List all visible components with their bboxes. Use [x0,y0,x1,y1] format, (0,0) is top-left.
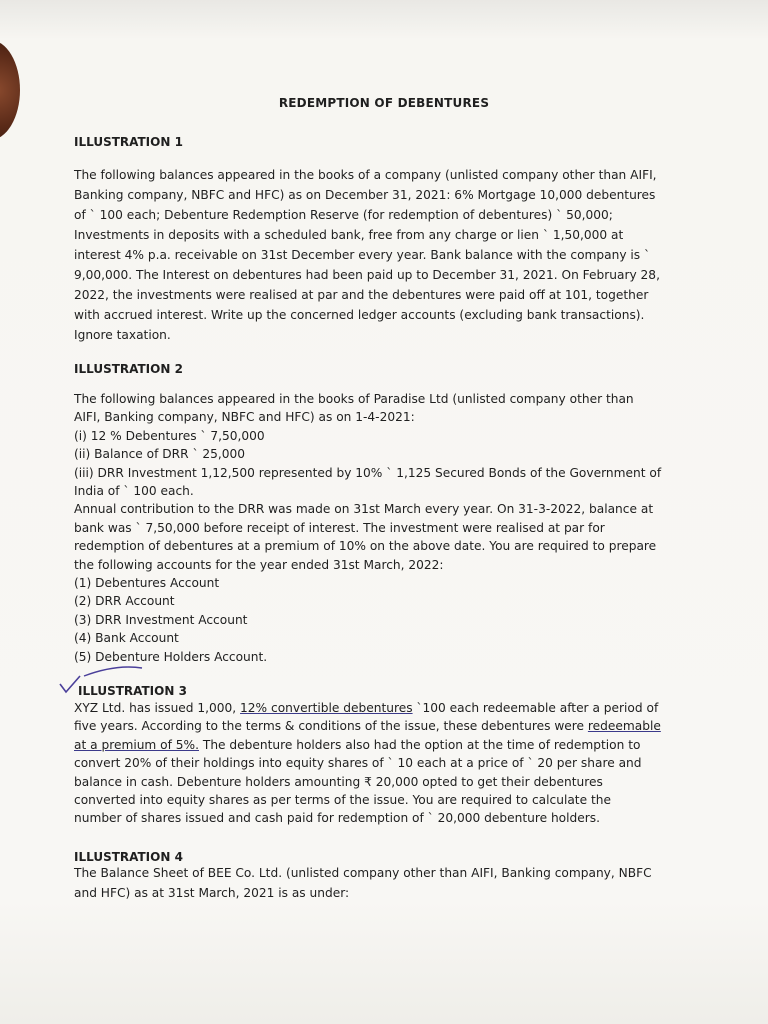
text-line: (ii) Balance of DRR ` 25,000 [74,447,246,462]
text-line: bank was ` 7,50,000 before receipt of interest. The investment were realised at par for [74,520,605,535]
text-line: (1) Debentures Account [74,576,220,591]
text-line: (3) DRR Investment Account [74,612,248,627]
text-line: balance in cash. Debenture holders amounting ₹ 20,000 opted to get their debentures [74,774,603,789]
text-line: The following balances appeared in the books of Paradise Ltd (unlisted company other than [74,392,634,406]
text-line: the following accounts for the year ended 31st March, 2022: [74,557,444,572]
text-line: India of ` 100 each. [74,484,194,499]
text-line: Investments in deposits with a scheduled bank, free from any charge or lien ` 1,50,000 at [74,228,624,242]
page-title: REDEMPTION OF DEBENTURES [278,96,490,110]
text-line: of ` 100 each; Debenture Redemption Reserve (for redemption of debentures) ` 50,000; [74,208,613,222]
text-line: 2022, the investments were realised at par and the debentures were paid off at 101, together [74,288,649,302]
text-line: Ignore taxation. [74,328,171,342]
text-segment: `100 each redeemable after a period of [412,701,659,715]
text-line: convert 20% of their holdings into equity shares of ` 10 each at a price of ` 20 per share and [74,756,642,771]
text-line [74,699,694,717]
text-segment: XYZ Ltd. has issued 1,000, [74,701,241,715]
text-line: The Balance Sheet of BEE Co. Ltd. (unlisted company other than AIFI, Banking company, NBFC [74,866,652,880]
illustration-4-heading: ILLUSTRATION 4 [74,850,183,864]
illustration-2-heading: ILLUSTRATION 2 [74,362,183,376]
underlined-text: at a premium of 5%. [74,737,199,752]
text-line: and HFC) as at 31st March, 2021 is as under: [74,886,350,900]
illustration-1-text [74,165,694,345]
text-line: Annual contribution to the DRR was made on 31st March every year. On 31-3-2022, balance at [74,502,654,517]
text-line: interest 4% p.a. receivable on 31st December every year. Bank balance with the company is ` [74,248,651,262]
text-line: (4) Bank Account [74,631,179,646]
text-line: (i) 12 % Debentures ` 7,50,000 [74,428,265,443]
text-line [74,736,694,754]
illustration-1-heading: ILLUSTRATION 1 [74,135,183,149]
illustration-2-text [74,390,694,666]
text-line: (2) DRR Account [74,594,175,609]
illustration-3-heading: ILLUSTRATION 3 [78,684,187,698]
text-line: 9,00,000. The Interest on debentures had been paid up to December 31, 2021. On February 28, [74,268,660,282]
underlined-text: 12% convertible debentures [240,701,413,715]
text-line: Banking company, NBFC and HFC) as on December 31, 2021: 6% Mortgage 10,000 debentures [74,188,656,202]
text-line: number of shares issued and cash paid for redemption of ` 20,000 debenture holders. [74,811,600,826]
text-line: redemption of debentures at a premium of 10% on the above date. You are required to prepare [74,539,657,554]
underlined-text: redeemable [587,719,661,734]
text-line [74,717,694,735]
text-segment: The debenture holders also had the option at the time of redemption to [199,737,641,752]
text-line: The following balances appeared in the books of a company (unlisted company other than AIFI, [74,168,657,182]
text-line: converted into equity shares as per terms of the issue. You are required to calculate the [74,793,611,808]
text-line: (5) Debenture Holders Account. [74,649,268,664]
text-line: AIFI, Banking company, NBFC and HFC) as on 1-4-2021: [74,410,415,425]
illustration-4-text [74,863,694,903]
text-line: (iii) DRR Investment 1,12,500 represented by 10% ` 1,125 Secured Bonds of the Government of [74,465,662,480]
text-line: with accrued interest. Write up the concerned ledger accounts (excluding bank transactions). [74,308,645,322]
thumb-shadow [0,40,20,140]
illustration-3-text [74,699,694,828]
text-segment: five years. According to the terms & conditions of the issue, these debentures were [74,719,588,734]
